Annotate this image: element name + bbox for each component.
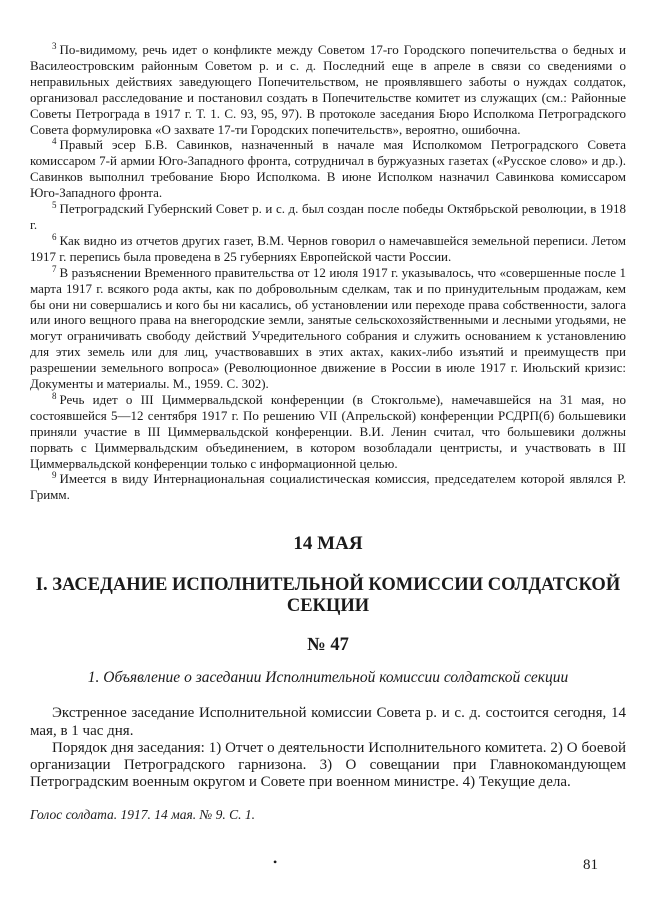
- document-number: № 47: [307, 635, 349, 656]
- footnote-text: Речь идет о III Циммервальдской конференции (в Стокгольме), намечавшейся на 31 мая, но состоявшейся 5—12 сентября 1917 г. По решению VII (Апрельской) конференции РСДРП(б) большевики приняли участие в III Циммервальдской конференции. В.И. Ленин считал, что большевики должны порвать с Циммервальдским объединением, в котором возобладали центристы, и участвовать в III Циммервальдской конференции только с информационной целью.: [30, 391, 626, 471]
- footnote-marker: 3: [52, 41, 57, 51]
- body-paragraph: Порядок дня заседания: 1) Отчет о деятельности Исполнительного комитета. 2) О боевой организации Петроградского гарнизона. 3) О совещании при Главнокомандующем Петроградским военным округом и Совете при военном министре. 4) Текущие дела.: [30, 739, 626, 791]
- footnote-marker: 4: [52, 136, 57, 147]
- footnote: [30, 233, 626, 265]
- footnote-marker: 5: [52, 200, 57, 211]
- page-content: [30, 42, 626, 823]
- section-heading: I. ЗАСЕДАНИЕ ИСПОЛНИТЕЛЬНОЙ КОМИССИИ СОЛДАТСКОЙ СЕКЦИИ: [35, 575, 621, 617]
- source-citation: Голос солдата. 1917. 14 мая. № 9. С. 1.: [30, 806, 256, 822]
- document-title: 1. Объявление о заседании Исполнительной комиссии солдатской секции: [87, 669, 569, 687]
- footnotes: [30, 42, 626, 503]
- footnote: [30, 137, 626, 201]
- footnote-text: В разъяснении Временного правительства от 12 июля 1917 г. указывалось, что «совершенные после 1 марта 1917 г. всякого рода акты, как по добровольным сделкам, так и по принудительным продажам, кем бы они ни совершались и кого бы ни касались, об установлении или переходе права собственности, залога или иного вещного права на внегородские земли, занятые сельскохозяйственными и лесными угодьями, не могут ограничивать свободу действий Учредительного собрания и служить основанием к установлению для этих земель или для лиц, участвовавших в этих актах, каких-либо изъятий и преимуществ при разрешении земельного вопроса» (Революционное движение в России в июле 1917 г. Июльский кризис: Документы и материалы. М., 1959. С. 302).: [30, 264, 626, 392]
- body-paragraph: Экстренное заседание Исполнительной комиссии Совета р. и с. д. состоится сегодня, 14 мая, в 1 час дня.: [30, 705, 626, 739]
- footnote-text: Имеется в виду Интернациональная социалистическая комиссия, председателем которой являлся Р. Гримм.: [30, 471, 626, 503]
- footnote-marker: 6: [52, 231, 57, 242]
- footnote-text: По-видимому, речь идет о конфликте между Советом 17-го Городского попечительства о бедных и Василеостровским районным Советом р. и с. д. Последний еще в апреле в связи со сведениями о неправильных действиях заведующего Попечительством, не проявлявшего заботы о нуждах солдаток, организовал расследование и постановил создать в Попечительстве комитет из служащих (см.: Районные Советы Петрограда в 1917 г. Т. 1. С. 93, 95, 97). В протоколе заседания Бюро Исполкома Петроградского Совета формулировка «О захвате 17-ти Городских попечительств», вероятно, ошибочна.: [30, 42, 626, 137]
- footnote-marker: 8: [52, 390, 57, 401]
- footnote-text: Петроградский Губернский Совет р. и с. д. был создан после победы Октябрьской революции, в 1918 г.: [30, 201, 626, 232]
- footnote: [30, 265, 626, 392]
- page-number: 81: [583, 857, 598, 873]
- footnote-text: Правый эсер Б.В. Савинков, назначенный в начале мая Исполкомом Петроградского Совета комиссаром 7-й армии Юго-Западного фронта, сотрудничал в буржуазных газетах («Русское слово» и др.). Савинков выполнил требование Бюро Исполкома. В июне Исполком назначил Савинкова комиссаром Юго-Западного фронта.: [30, 137, 626, 201]
- footnote: [30, 201, 626, 233]
- footnote: [30, 471, 626, 503]
- footnote-marker: 9: [52, 470, 57, 481]
- footnote-text: Как видно из отчетов других газет, В.М. Чернов говорил о намечавшейся земельной переписи. Летом 1917 г. перепись была проведена в 25 губерниях Европейской части России.: [30, 232, 626, 264]
- date-heading: 14 МАЯ: [293, 533, 363, 555]
- footnote: [30, 42, 626, 137]
- footnote: [30, 392, 626, 472]
- footnote-marker: 7: [52, 263, 57, 274]
- bullet-mark: •: [273, 855, 278, 869]
